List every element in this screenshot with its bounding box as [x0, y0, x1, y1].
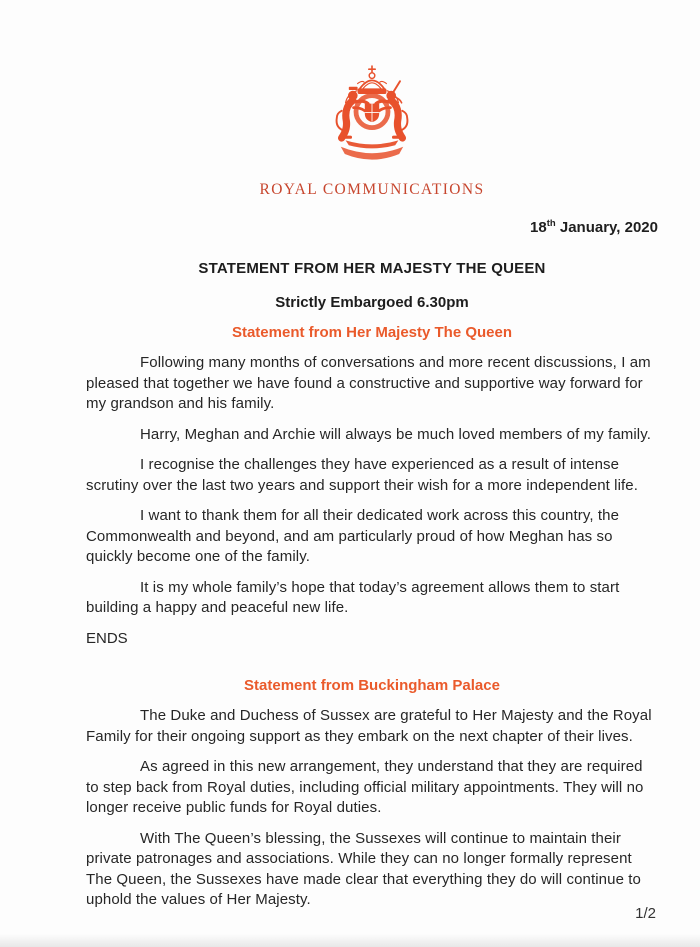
page-bottom-shadow — [0, 934, 700, 947]
letter-date — [86, 219, 658, 236]
org-name: ROYAL COMMUNICATIONS — [259, 181, 485, 198]
queen-statement-paragraph: Following many months of conversations and more recent discussions, I am pleased that together we have found a constructive and supportive way forward for my grandson and his family. — [86, 354, 651, 412]
statement-title: STATEMENT FROM HER MAJESTY THE QUEEN — [198, 260, 546, 277]
queen-statement-paragraph: Harry, Meghan and Archie will always be much loved members of my family. — [140, 425, 651, 443]
page-number: 1/2 — [635, 905, 656, 922]
date-remainder: January, 2020 — [555, 219, 658, 236]
ends-marker: ENDS — [86, 629, 128, 647]
letterhead — [86, 62, 658, 171]
palace-statement-paragraph: As agreed in this new arrangement, they understand that they are required to step back from Royal duties, including official military appointments. They will no longer receive public funds for Royal duties. — [86, 758, 644, 816]
embargo-notice: Strictly Embargoed 6.30pm — [275, 294, 469, 311]
queen-statement-paragraph: It is my whole family’s hope that today’s agreement allows them to start building a happy and peaceful new life. — [86, 578, 620, 616]
palace-statement-heading: Statement from Buckingham Palace — [244, 677, 500, 694]
queen-statement-paragraph: I recognise the challenges they have experienced as a result of intense scrutiny over the last two years and support their wish for a more independent life. — [86, 456, 639, 494]
palace-statement-paragraph: The Duke and Duchess of Sussex are grateful to Her Majesty and the Royal Family for their ongoing support as they embark on the next chapter of their lives. — [86, 707, 652, 745]
date-day: 18 — [530, 219, 547, 236]
royal-coat-of-arms-icon — [311, 153, 433, 170]
palace-statement-paragraph: With The Queen’s blessing, the Sussexes will continue to maintain their private patronages and associations. While they can no longer formally represent The Queen, the Sussexes have made clear that everything they do will continue to uphold the values of Her Majesty. — [86, 829, 641, 908]
date-ordinal: th — [546, 218, 556, 229]
queen-statement-heading: Statement from Her Majesty The Queen — [231, 324, 513, 341]
queen-statement-paragraph: I want to thank them for all their dedicated work across this country, the Commonwealth and beyond, and am particularly proud of how Meghan has so quickly become one of the family. — [86, 507, 620, 565]
